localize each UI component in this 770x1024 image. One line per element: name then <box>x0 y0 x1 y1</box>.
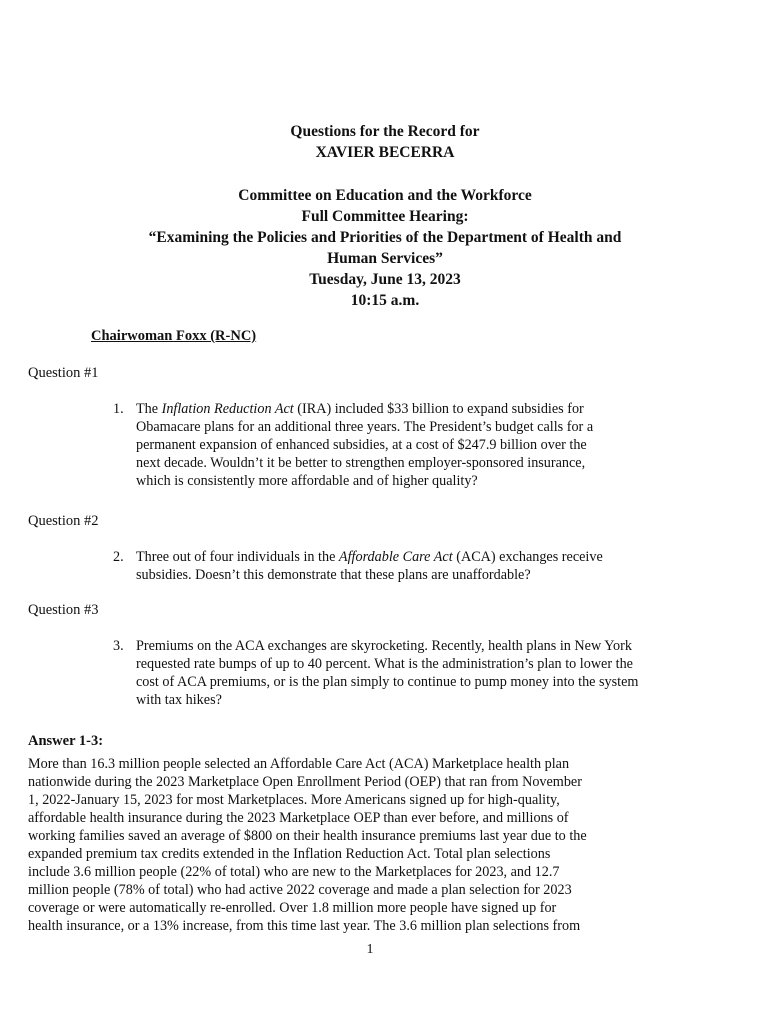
answer-line: working families saved an average of $800 on their health insurance premiums last year due to the <box>28 828 587 844</box>
question-number: 3. <box>113 638 124 654</box>
question-text: requested rate bumps of up to 40 percent. What is the administration’s plan to lower the <box>136 656 633 672</box>
question-label: Question #3 <box>28 602 99 618</box>
hearing-title-1: “Examining the Policies and Priorities of the Department of Health and <box>148 229 622 246</box>
question-number: 1. <box>113 401 124 417</box>
question-text: Three out of four individuals in the <box>136 549 339 565</box>
question-text: which is consistently more affordable and of higher quality? <box>136 473 478 489</box>
title-block <box>0 121 770 163</box>
question-text: (ACA) exchanges receive <box>452 549 603 565</box>
question-item <box>113 548 683 584</box>
question-text: permanent expansion of enhanced subsidies, at a cost of $247.9 billion over the <box>136 437 587 453</box>
hearing-time: 10:15 a.m. <box>350 292 420 309</box>
answer-heading: Answer 1-3: <box>28 733 104 749</box>
chair-heading: Chairwoman Foxx (R-NC) <box>91 328 257 344</box>
answer-line: nationwide during the 2023 Marketplace Open Enrollment Period (OEP) that ran from November <box>28 774 582 790</box>
question-text: next decade. Wouldn’t it be better to strengthen employer-sponsored insurance, <box>136 455 586 471</box>
answer-line: coverage or were automatically re-enrolled. Over 1.8 million more people have signed up for <box>28 900 557 916</box>
question-item <box>113 637 693 709</box>
question-text: (IRA) included $33 billion to expand subsidies for <box>293 401 584 417</box>
hearing-block <box>0 185 770 311</box>
question-text: The <box>136 401 162 417</box>
question-label: Question #1 <box>28 365 99 381</box>
question-text: cost of ACA premiums, or is the plan simply to continue to pump money into the system <box>136 674 639 690</box>
answer-line: health insurance, or a 13% increase, from this time last year. The 3.6 million plan selections from <box>28 918 581 934</box>
answer-line: include 3.6 million people (22% of total) who are new to the Marketplaces for 2023, and 12.7 <box>28 864 560 880</box>
question-text: with tax hikes? <box>136 692 222 708</box>
question-label: Question #2 <box>28 513 99 529</box>
question-text: Obamacare plans for an additional three years. The President’s budget calls for a <box>136 419 594 435</box>
answer-line: expanded premium tax credits extended in the Inflation Reduction Act. Total plan selections <box>28 846 551 862</box>
committee-name: Committee on Education and the Workforce <box>238 187 532 204</box>
question-text: Premiums on the ACA exchanges are skyrocketing. Recently, health plans in New York <box>136 638 632 654</box>
hearing-type: Full Committee Hearing: <box>301 208 469 225</box>
answer-line: million people (78% of total) who had active 2022 coverage and made a plan selection for 2023 <box>28 882 572 898</box>
question-item <box>113 400 683 490</box>
title-line: Questions for the Record for <box>290 123 480 140</box>
answer-line: affordable health insurance during the 2023 Marketplace OEP than ever before, and millions of <box>28 810 569 826</box>
act-name: Affordable Care Act <box>338 549 453 565</box>
answer-line: 1, 2022-January 15, 2023 for most Marketplaces. More Americans signed up for high-quality, <box>28 792 560 808</box>
question-text: subsidies. Doesn’t this demonstrate that these plans are unaffordable? <box>136 567 531 583</box>
witness-name: XAVIER BECERRA <box>315 144 455 161</box>
hearing-date: Tuesday, June 13, 2023 <box>309 271 461 288</box>
hearing-title-2: Human Services” <box>327 250 443 267</box>
answer-line: More than 16.3 million people selected an Affordable Care Act (ACA) Marketplace health plan <box>28 756 570 772</box>
answer-body <box>28 755 628 935</box>
act-name: Inflation Reduction Act <box>161 401 294 417</box>
page-number: 1 <box>366 942 374 957</box>
question-number: 2. <box>113 549 124 565</box>
